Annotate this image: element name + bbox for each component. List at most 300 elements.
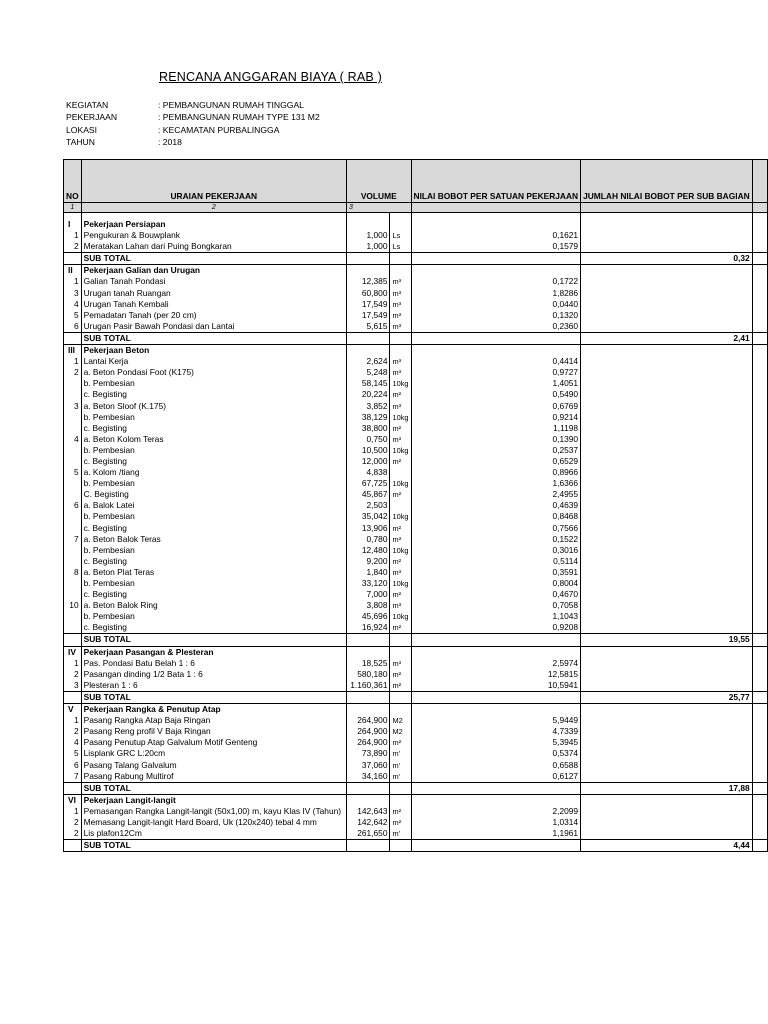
- item-volume: 33,120: [346, 578, 390, 589]
- empty-cell: [581, 434, 753, 445]
- item-unit: m³: [390, 534, 411, 545]
- item-unit: 10kg: [390, 511, 411, 522]
- item-weight: 10,5941: [411, 680, 581, 692]
- item-row: [64, 567, 768, 578]
- item-unit: M2: [390, 726, 411, 737]
- item-number: [64, 456, 82, 467]
- item-number: 5: [64, 310, 82, 321]
- empty-cell: [752, 288, 767, 299]
- item-description: b. Pembesian: [81, 445, 346, 456]
- empty-cell: [752, 782, 767, 794]
- item-unit: m²: [390, 589, 411, 600]
- item-row: [64, 589, 768, 600]
- item-volume: 264,900: [346, 737, 390, 748]
- subtotal-row: [64, 840, 768, 852]
- item-row: [64, 806, 768, 817]
- empty-cell: [581, 611, 753, 622]
- item-row: [64, 288, 768, 299]
- item-row: [64, 556, 768, 567]
- item-volume: 5,248: [346, 367, 390, 378]
- subtotal-row: [64, 691, 768, 703]
- item-volume: 12,385: [346, 276, 390, 287]
- empty-cell: [411, 704, 581, 716]
- empty-cell: [581, 817, 753, 828]
- empty-cell: [752, 356, 767, 367]
- item-number: 4: [64, 299, 82, 310]
- item-row: [64, 230, 768, 241]
- item-volume: 12,480: [346, 545, 390, 556]
- item-row: [64, 715, 768, 726]
- item-unit: m²: [390, 680, 411, 692]
- empty-cell: [752, 332, 767, 344]
- empty-cell: [581, 545, 753, 556]
- empty-cell: [346, 332, 390, 344]
- section-row: [64, 345, 768, 357]
- item-unit: m': [390, 760, 411, 771]
- empty-cell: [581, 646, 753, 658]
- item-weight: 2,5974: [411, 658, 581, 669]
- header-volume: VOLUME: [346, 160, 411, 203]
- empty-cell: [752, 389, 767, 400]
- item-row: [64, 760, 768, 771]
- section-number: III: [64, 345, 82, 357]
- empty-cell: [752, 817, 767, 828]
- item-description: Galian Tanah Pondasi: [81, 276, 346, 287]
- empty-cell: [752, 412, 767, 423]
- info-value: : 2018: [158, 136, 182, 147]
- item-number: 3: [64, 401, 82, 412]
- subtotal-value: 17,88: [581, 782, 753, 794]
- empty-cell: [581, 748, 753, 759]
- item-weight: 1,1961: [411, 828, 581, 840]
- item-unit: m²: [390, 669, 411, 680]
- item-volume: 58,145: [346, 378, 390, 389]
- empty-cell: [581, 321, 753, 333]
- item-description: c. Begisting: [81, 589, 346, 600]
- empty-cell: [581, 389, 753, 400]
- item-number: [64, 378, 82, 389]
- item-description: Pengukuran & Bouwplank: [81, 230, 346, 241]
- item-row: [64, 534, 768, 545]
- empty-cell: [64, 332, 82, 344]
- item-description: c. Begisting: [81, 389, 346, 400]
- item-weight: 0,1390: [411, 434, 581, 445]
- item-weight: 0,0440: [411, 299, 581, 310]
- empty-cell: [346, 794, 390, 806]
- empty-cell: [390, 219, 411, 230]
- empty-cell: [752, 771, 767, 783]
- item-number: [64, 412, 82, 423]
- item-description: b. Pembesian: [81, 478, 346, 489]
- item-volume: 45,867: [346, 489, 390, 500]
- item-unit: m²: [390, 817, 411, 828]
- index-3: 3: [346, 203, 411, 213]
- item-description: a. Beton Pondasi Foot (K175): [81, 367, 346, 378]
- item-volume: 60,800: [346, 288, 390, 299]
- item-description: Pemadatan Tanah (per 20 cm): [81, 310, 346, 321]
- item-number: 6: [64, 500, 82, 511]
- empty-cell: [752, 265, 767, 277]
- item-unit: m³: [390, 401, 411, 412]
- item-weight: 0,3016: [411, 545, 581, 556]
- header-bobot: NILAI BOBOT PER SATUAN PEKERJAAN: [411, 160, 581, 203]
- item-row: [64, 456, 768, 467]
- empty-cell: [346, 219, 390, 230]
- empty-cell: [346, 253, 390, 265]
- item-row: [64, 356, 768, 367]
- item-row: [64, 467, 768, 478]
- item-volume: 67,725: [346, 478, 390, 489]
- index-blank: [752, 203, 767, 213]
- empty-cell: [581, 658, 753, 669]
- empty-cell: [752, 794, 767, 806]
- item-weight: 0,5490: [411, 389, 581, 400]
- item-volume: 264,900: [346, 726, 390, 737]
- empty-cell: [411, 634, 581, 646]
- item-weight: 0,6588: [411, 760, 581, 771]
- item-volume: 73,890: [346, 748, 390, 759]
- item-row: [64, 511, 768, 522]
- empty-cell: [581, 534, 753, 545]
- empty-cell: [581, 356, 753, 367]
- empty-cell: [752, 276, 767, 287]
- item-number: [64, 511, 82, 522]
- empty-cell: [411, 646, 581, 658]
- item-row: [64, 241, 768, 253]
- empty-cell: [752, 715, 767, 726]
- empty-cell: [390, 634, 411, 646]
- item-row: [64, 478, 768, 489]
- item-weight: 2,4955: [411, 489, 581, 500]
- item-volume: 16,924: [346, 622, 390, 634]
- item-weight: 0,1621: [411, 230, 581, 241]
- item-description: Pasang Talang Galvalum: [81, 760, 346, 771]
- item-volume: 37,060: [346, 760, 390, 771]
- section-row: [64, 219, 768, 230]
- item-unit: m³: [390, 367, 411, 378]
- empty-cell: [752, 622, 767, 634]
- item-volume: 38,800: [346, 423, 390, 434]
- empty-cell: [752, 241, 767, 253]
- item-volume: 142,642: [346, 817, 390, 828]
- empty-cell: [752, 230, 767, 241]
- item-unit: m³: [390, 658, 411, 669]
- empty-cell: [581, 589, 753, 600]
- subtotal-value: 25,77: [581, 691, 753, 703]
- item-row: [64, 669, 768, 680]
- empty-cell: [346, 646, 390, 658]
- item-description: a. Beton Balok Teras: [81, 534, 346, 545]
- item-weight: 0,6529: [411, 456, 581, 467]
- empty-cell: [581, 219, 753, 230]
- section-row: [64, 265, 768, 277]
- item-weight: 0,6127: [411, 771, 581, 783]
- empty-cell: [752, 737, 767, 748]
- item-volume: 1,000: [346, 230, 390, 241]
- item-volume: 3,852: [346, 401, 390, 412]
- item-number: 8: [64, 567, 82, 578]
- item-volume: 0,780: [346, 534, 390, 545]
- subtotal-value: 2,41: [581, 332, 753, 344]
- section-row: [64, 794, 768, 806]
- item-number: [64, 545, 82, 556]
- item-unit: 10kg: [390, 545, 411, 556]
- item-unit: m³: [390, 310, 411, 321]
- empty-cell: [581, 828, 753, 840]
- info-value: : PEMBANGUNAN RUMAH TYPE 131 M2: [158, 112, 320, 123]
- item-unit: m³: [390, 276, 411, 287]
- item-volume: 13,906: [346, 523, 390, 534]
- item-number: 7: [64, 771, 82, 783]
- empty-cell: [390, 794, 411, 806]
- empty-cell: [752, 748, 767, 759]
- item-row: [64, 445, 768, 456]
- empty-cell: [752, 401, 767, 412]
- item-weight: 1,4051: [411, 378, 581, 389]
- item-unit: m': [390, 771, 411, 783]
- subtotal-label: SUB TOTAL: [81, 332, 346, 344]
- empty-cell: [581, 345, 753, 357]
- empty-cell: [390, 782, 411, 794]
- empty-cell: [752, 500, 767, 511]
- empty-cell: [581, 704, 753, 716]
- empty-cell: [752, 367, 767, 378]
- item-volume: 2,624: [346, 356, 390, 367]
- item-description: Memasang Langit-langit Hard Board, Uk (120x240) tebal 4 mm: [81, 817, 346, 828]
- item-unit: m': [390, 748, 411, 759]
- item-number: 6: [64, 760, 82, 771]
- item-weight: 4,7339: [411, 726, 581, 737]
- empty-cell: [390, 704, 411, 716]
- empty-cell: [581, 401, 753, 412]
- item-weight: 0,4414: [411, 356, 581, 367]
- empty-cell: [581, 489, 753, 500]
- item-weight: 2,2099: [411, 806, 581, 817]
- empty-cell: [64, 253, 82, 265]
- item-row: [64, 310, 768, 321]
- item-weight: 0,6769: [411, 401, 581, 412]
- project-info: [66, 99, 320, 148]
- item-weight: 0,9208: [411, 622, 581, 634]
- item-number: [64, 622, 82, 634]
- item-number: [64, 489, 82, 500]
- item-number: [64, 478, 82, 489]
- item-weight: 5,3945: [411, 737, 581, 748]
- info-value: : PEMBANGUNAN RUMAH TINGGAL: [158, 100, 304, 110]
- empty-cell: [346, 782, 390, 794]
- item-number: 1: [64, 276, 82, 287]
- item-unit: [390, 467, 411, 478]
- info-label: TAHUN: [66, 136, 95, 147]
- empty-cell: [752, 511, 767, 522]
- item-weight: 0,1722: [411, 276, 581, 287]
- item-unit: m³: [390, 434, 411, 445]
- subtotal-label: SUB TOTAL: [81, 634, 346, 646]
- item-unit: m²: [390, 423, 411, 434]
- item-description: Meratakan Lahan dari Puing Bongkaran: [81, 241, 346, 253]
- section-title: Pekerjaan Rangka & Penutup Atap: [81, 704, 346, 716]
- subtotal-row: [64, 332, 768, 344]
- empty-cell: [581, 760, 753, 771]
- info-label: PEKERJAAN: [66, 112, 118, 123]
- subtotal-value: 0,32: [581, 253, 753, 265]
- subtotal-label: SUB TOTAL: [81, 691, 346, 703]
- section-title: Pekerjaan Persiapan: [81, 219, 346, 230]
- info-row-kegiatan: [66, 99, 320, 111]
- empty-cell: [581, 478, 753, 489]
- item-volume: 1,840: [346, 567, 390, 578]
- item-description: Pasang Rangka Atap Baja Ringan: [81, 715, 346, 726]
- item-number: 1: [64, 806, 82, 817]
- empty-cell: [752, 467, 767, 478]
- empty-cell: [752, 534, 767, 545]
- item-unit: m²: [390, 389, 411, 400]
- empty-cell: [581, 622, 753, 634]
- empty-cell: [581, 600, 753, 611]
- item-unit: m²: [390, 806, 411, 817]
- item-description: c. Begisting: [81, 456, 346, 467]
- item-weight: 0,5374: [411, 748, 581, 759]
- info-row-tahun: [66, 136, 320, 148]
- subtotal-value: 19,55: [581, 634, 753, 646]
- empty-cell: [752, 478, 767, 489]
- item-unit: M2: [390, 715, 411, 726]
- item-unit: m²: [390, 456, 411, 467]
- item-volume: 35,042: [346, 511, 390, 522]
- item-number: 1: [64, 230, 82, 241]
- empty-cell: [581, 567, 753, 578]
- item-number: 4: [64, 434, 82, 445]
- item-unit: 10kg: [390, 378, 411, 389]
- empty-cell: [752, 456, 767, 467]
- item-description: Lis plafon12Cm: [81, 828, 346, 840]
- empty-cell: [581, 423, 753, 434]
- item-number: [64, 589, 82, 600]
- section-number: IV: [64, 646, 82, 658]
- empty-cell: [752, 680, 767, 692]
- item-unit: m²: [390, 556, 411, 567]
- item-weight: 0,1522: [411, 534, 581, 545]
- item-weight: 0,9727: [411, 367, 581, 378]
- empty-cell: [752, 760, 767, 771]
- item-description: a. Beton Balok Ring: [81, 600, 346, 611]
- header-no: NO: [64, 160, 82, 203]
- item-row: [64, 737, 768, 748]
- item-number: 3: [64, 680, 82, 692]
- item-description: b. Pembesian: [81, 412, 346, 423]
- info-value: : KECAMATAN PURBALINGGA: [158, 124, 280, 135]
- item-unit: m³: [390, 299, 411, 310]
- document-title: RENCANA ANGGARAN BIAYA ( RAB ): [159, 70, 382, 84]
- empty-cell: [346, 345, 390, 357]
- item-weight: 0,7058: [411, 600, 581, 611]
- item-row: [64, 817, 768, 828]
- item-volume: 0,750: [346, 434, 390, 445]
- item-row: [64, 600, 768, 611]
- item-row: [64, 658, 768, 669]
- empty-cell: [390, 691, 411, 703]
- item-unit: m²: [390, 737, 411, 748]
- empty-cell: [752, 578, 767, 589]
- empty-cell: [752, 345, 767, 357]
- item-volume: 34,160: [346, 771, 390, 783]
- empty-cell: [752, 726, 767, 737]
- item-unit: Ls: [390, 230, 411, 241]
- item-number: 2: [64, 726, 82, 737]
- item-weight: 1,1043: [411, 611, 581, 622]
- section-title: Pekerjaan Langit-langit: [81, 794, 346, 806]
- empty-cell: [346, 840, 390, 852]
- item-row: [64, 611, 768, 622]
- item-description: Urugan Pasir Bawah Pondasi dan Lantai: [81, 321, 346, 333]
- item-volume: 3,808: [346, 600, 390, 611]
- item-number: 5: [64, 748, 82, 759]
- item-weight: 0,1579: [411, 241, 581, 253]
- empty-cell: [581, 578, 753, 589]
- subtotal-row: [64, 782, 768, 794]
- table-header: [64, 160, 768, 213]
- item-unit: 10kg: [390, 445, 411, 456]
- empty-cell: [581, 680, 753, 692]
- empty-cell: [752, 669, 767, 680]
- item-description: a. Beton Plat Teras: [81, 567, 346, 578]
- item-unit: m³: [390, 321, 411, 333]
- empty-cell: [581, 500, 753, 511]
- item-row: [64, 276, 768, 287]
- item-unit: Ls: [390, 241, 411, 253]
- item-volume: 1,000: [346, 241, 390, 253]
- item-description: Pasang Penutup Atap Galvalum Motif Genteng: [81, 737, 346, 748]
- section-number: VI: [64, 794, 82, 806]
- item-weight: 0,9214: [411, 412, 581, 423]
- info-row-lokasi: [66, 124, 320, 136]
- subtotal-value: 4,44: [581, 840, 753, 852]
- item-volume: 2,503: [346, 500, 390, 511]
- item-volume: 4,838: [346, 467, 390, 478]
- item-weight: 0,2360: [411, 321, 581, 333]
- subtotal-label: SUB TOTAL: [81, 840, 346, 852]
- item-description: c. Begisting: [81, 523, 346, 534]
- index-blank: [411, 203, 581, 213]
- item-description: Lantai Kerja: [81, 356, 346, 367]
- empty-cell: [581, 288, 753, 299]
- item-weight: 0,4639: [411, 500, 581, 511]
- item-description: b. Pembesian: [81, 611, 346, 622]
- empty-cell: [581, 794, 753, 806]
- section-number: II: [64, 265, 82, 277]
- item-row: [64, 378, 768, 389]
- rab-table: [63, 159, 768, 852]
- empty-cell: [411, 332, 581, 344]
- item-row: [64, 680, 768, 692]
- item-number: 1: [64, 715, 82, 726]
- index-1: 1: [64, 203, 82, 213]
- item-volume: 9,200: [346, 556, 390, 567]
- item-row: [64, 622, 768, 634]
- item-weight: 0,2537: [411, 445, 581, 456]
- item-description: b. Pembesian: [81, 378, 346, 389]
- empty-cell: [64, 634, 82, 646]
- item-description: a. Beton Sloof (K.175): [81, 401, 346, 412]
- item-number: 2: [64, 817, 82, 828]
- empty-cell: [752, 310, 767, 321]
- empty-cell: [64, 840, 82, 852]
- item-description: c. Begisting: [81, 423, 346, 434]
- item-unit: m²: [390, 622, 411, 634]
- empty-cell: [390, 332, 411, 344]
- empty-cell: [752, 445, 767, 456]
- item-description: Urugan Tanah Kembali: [81, 299, 346, 310]
